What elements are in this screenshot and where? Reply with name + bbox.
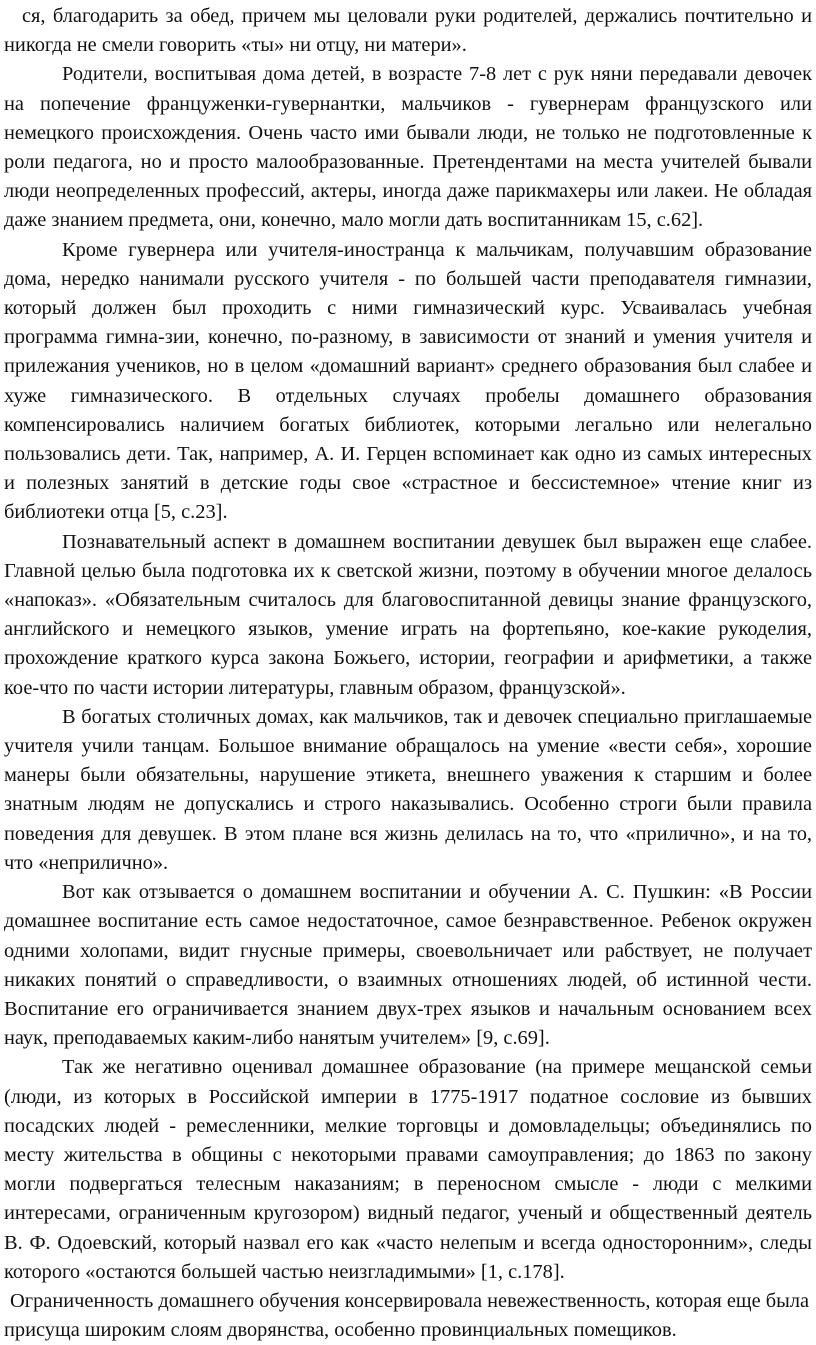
paragraph-8: Ограниченность домашнего обучения консервировала невежественность, которая еще была присуща широким слоям дворянства, особенно провинциальных помещиков. — [4, 1289, 810, 1342]
paragraph-4: Познавательный аспект в домашнем воспитании девушек был выражен еще слабее. Главной целью была подготовка их к светской жизни, поэтому в обучении многое делалось «напоказ». «Обязательным считалось для благовоспитанной девицы знание французского, английского и немецкого языков, умение играть на фортепьяно, кое-какие рукоделия, прохождение краткого курса закона Божьего, истории, географии и арифметики, а также кое-что по части истории литературы, главным образом, французской». — [4, 530, 812, 699]
paragraph-2: Родители, воспитывая дома детей, в возрасте 7-8 лет с рук няни передавали девочек на попечение француженки-гувернантки, мальчиков - гувернерам французского или немецкого происхождения. Очень часто ими бывали люди, не только не подготовленные к роли педагога, но и просто малообразованные. Претендентами на места учителей бывали люди неопределенных профессий, актеры, иногда даже парикмахеры или лакеи. Не обладая даже знанием предмета, они, конечно, мало могли дать воспитанникам 15, с.62]. — [4, 63, 812, 232]
paragraph-6: Вот как отзывается о домашнем воспитании и обучении А. С. Пушкин: «В России домашнее воспитание есть самое недостаточное, самое безнравственное. Ребенок окружен одними холопами, видит гнусные примеры, своевольничает или рабствует, не получает никаких понятий о справедливости, о взаимных отношениях людей, об истинной чести. Воспитание его ограничивается знанием двух-трех языков и начальным основанием всех наук, преподаваемых каким-либо нанятым учителем» [9, с.69]. — [4, 881, 812, 1050]
paragraph-7: Так же негативно оценивал домашнее образование (на примере мещанской семьи (люди, из которых в Российской империи в 1775-1917 податное сословие из бывших посадских людей - ремесленники, мелкие торговцы и домовладельцы; объединялись по месту жительства в общины с некоторыми правами самоуправления; до 1863 по закону могли подвергаться телесным наказаниям; в переносном смысле - люди с мелкими интересами, ограниченным кругозором) видный педагог, ученый и общественный деятель В. Ф. Одоевский, который назвал его как «часто нелепым и всегда односторонним», следы которого «остаются большей частью неизгладимыми» [1, с.178]. — [4, 1056, 812, 1283]
paragraph-5: В богатых столичных домах, как мальчиков, так и девочек специально приглашаемые учителя учили танцам. Большое внимание обращалось на умение «вести себя», хорошие манеры были обязательны, нарушение этикета, внешнего уважения к старшим и более знатным людям не допускались и строго наказывались. Особенно строги были правила поведения для девушек. В этом плане вся жизнь делилась на то, что «прилично», и на то, что «неприлично». — [4, 705, 812, 874]
paragraph-1: ся, благодарить за обед, причем мы целовали руки родителей, держались почтительно и никогда не смели говорить «ты» ни отцу, ни матери». — [4, 5, 812, 57]
paragraph-3: Кроме гувернера или учителя-иностранца к мальчикам, получавшим образование дома, нередко нанимали русского учителя - по большей части преподавателя гимназии, который должен был проходить с ними гимназический курс. Усваивалась учебная программа гимна-зии, конечно, по-разному, в зависимости от знаний и умения учителя и прилежания учеников, но в целом «домашний вариант» среднего образования был слабее и хуже гимназического. В отдельных случаях пробелы домашнего образования компенсировались наличием богатых библиотек, которыми легально или нелегально пользовались дети. Так, например, А. И. Герцен вспоминает как одно из самых интересных и полезных занятий в детские годы свое «страстное и бессистемное» чтение книг из библиотеки отца [5, с.23]. — [4, 238, 812, 524]
